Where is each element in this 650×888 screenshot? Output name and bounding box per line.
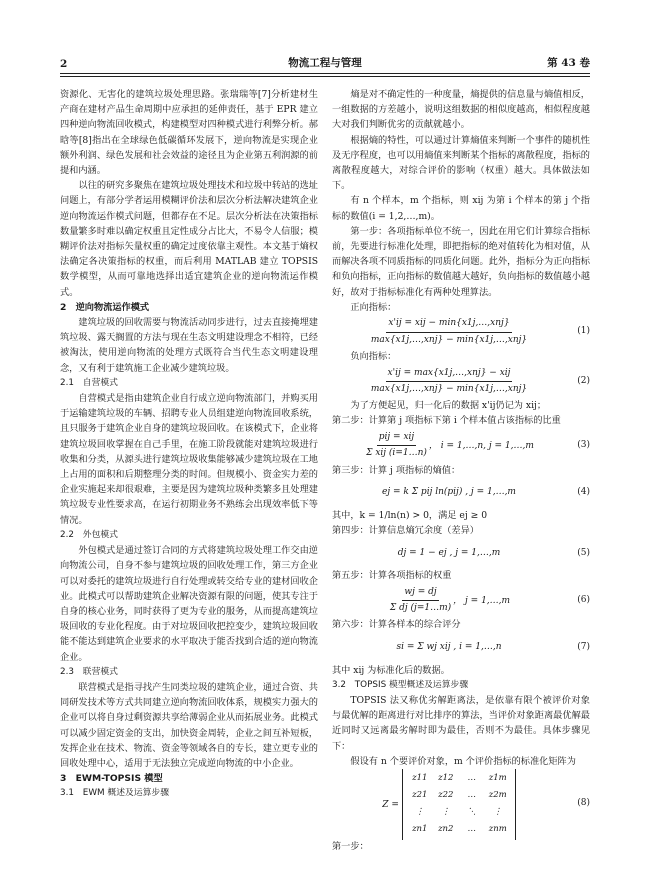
equation-formula: dj = 1 − ej , j = 1,…,m <box>397 547 501 558</box>
matrix-cell: … <box>467 772 477 783</box>
matrix-label: Z = <box>382 799 402 810</box>
paragraph: 正向指标： <box>350 301 397 313</box>
matrix-cell: ⋮ <box>441 807 451 818</box>
matrix-cell: ⋮ <box>493 807 503 818</box>
page-number: 2 <box>60 58 68 70</box>
matrix-cell: zn2 <box>438 824 454 835</box>
paragraph: 以往的研究多聚焦在建筑垃圾处理技术和垃圾中转站的选址问题上，有部分学者运用模糊评价法和层次分析法解决建筑企业逆向物流运作模式问题，但都存在不足。层次分析法在决策指标数量繁多时难以确定权重且定性成分占比大，不易令人信服；模糊评价法对指标矢量权重的确定过度依靠主观性。本文基于熵权法确定各决策指标的权重，而后利用 MATLAB 建立 TOPSIS 数学模型，从而可靠地选择出适宜建筑企业的逆向物流运作模式。 <box>60 180 318 298</box>
fraction <box>364 430 429 461</box>
matrix-cell: zn1 <box>412 824 428 835</box>
matrix-cell: ⋱ <box>467 807 477 818</box>
paragraph: 自营模式是指由建筑企业自行成立逆向物流部门，并购买用于运输建筑垃圾的车辆、招聘专业人员组建逆向物流回收系统，且只服务于建筑企业自身的建筑垃圾回收。在该模式下，企业将建筑垃圾回收掌握在自己手里，在施工阶段就能对建筑垃圾进行收集和分类，从源头进行建筑垃圾收集能够减少建筑垃圾在工地上占用的面积和后期整理分类的时间。但规模小、资金实力差的企业实施起来却很艰难，主要是因为建筑垃圾种类繁多且处理建筑垃圾专业性要求高，在运行初期业务不熟练会出现效率低下等情况。 <box>60 393 318 526</box>
equation-number: (5) <box>577 547 590 558</box>
paragraph: 根据熵的特性，可以通过计算熵值来判断一个事件的随机性及无序程度，也可以用熵值来判断某个指标的离散程度，指标的离散程度越大，对综合评价的影响（权重）越大。具体做法如下。 <box>332 134 590 192</box>
equation-formula <box>332 316 566 347</box>
right-column <box>332 87 590 854</box>
paragraph: 为了方便起见，归一化后的数据 x'ij仍记为 xij； <box>350 400 547 412</box>
paragraph: 建筑垃圾的回收需要与物流活动同步进行，过去直接掩埋建筑垃圾、露天搁置的方法与现在生态文明建设理念不相符，已经被淘汰，使用逆向物流的处理方式既符合当代生态文明建设理念，又有利于建筑施工企业减少建筑垃圾。 <box>60 317 318 374</box>
paragraph: 第四步：计算信息熵冗余度（差异） <box>332 525 479 537</box>
equation <box>332 633 590 663</box>
matrix-cell: znm <box>488 824 507 835</box>
equation-formula: ej = k Σ pij ln(pij) , j = 1,…,m <box>382 487 516 498</box>
matrix-cell: ⋮ <box>415 807 425 818</box>
fraction-numerator: x'ij = max{x1j,…,xnj} − xij <box>386 366 513 382</box>
equation-formula <box>332 430 566 461</box>
matrix-cell: z21 <box>412 789 428 800</box>
paragraph: 其中，k = 1/ln(n) > 0，满足 ej ≥ 0 <box>332 509 488 521</box>
equation-formula <box>332 585 566 616</box>
subsection-heading: 3.2 TOPSIS 模型概述及运算步骤 <box>332 679 469 690</box>
subsection-heading: 2.3 联营模式 <box>60 666 118 677</box>
equation-number: (3) <box>577 440 590 451</box>
matrix-cell: … <box>467 789 477 800</box>
paragraph: 负向指标： <box>350 351 397 363</box>
paragraph: 其中 xij 为标准化后的数据。 <box>332 664 450 676</box>
equation <box>332 538 590 568</box>
paragraph: 第一步：各项指标单位不统一，因此在用它们计算综合指标前，先要进行标准化处理，即把指标的绝对值转化为相对值，从而解决各项不同质指标的同质化问题。此外，指标分为正向指标和负向指标，正向指标的数值越大越好，负向指标的数值越小越好，故对于指标标准化有两种处理算法。 <box>332 225 590 298</box>
volume-label: 第 43 卷 <box>547 57 590 69</box>
paragraph: 第二步：计算第 j 项指标下第 i 个样本值占该指标的比重 <box>332 415 561 427</box>
equation <box>332 364 590 398</box>
equation-formula: si = Σ wj xij , i = 1,…,n <box>396 642 502 653</box>
equation <box>332 478 590 508</box>
fraction-numerator: pij = xij <box>377 430 416 446</box>
paragraph: 第六步：计算各样本的综合评分 <box>332 619 461 631</box>
equation-number: (8) <box>577 798 590 809</box>
header-rule-thin <box>60 76 590 77</box>
matrix-cell: … <box>467 824 477 835</box>
matrix-cell: z1m <box>488 772 507 783</box>
equation-condition: ， i = 1,…,n, j = 1,…,m <box>428 441 534 452</box>
paragraph: 资源化、无害化的建筑垃圾处理思路。张瑞瑞等[7]分析建材生产商在建材产品生命周期中应承担的延伸责任，基于 EPR 建立四种逆向物流回收模式，构建模型对四种模式进行利弊分析。郝晗等[8]指出在全球绿色低碳循环发展下，逆向物流是实现企业额外利润、绿色发展和社会效益的途径且为企业第五利润源的前提和内涵。 <box>60 89 318 177</box>
fraction <box>388 585 453 616</box>
journal-title: 物流工程与管理 <box>288 57 362 69</box>
paragraph: TOPSIS 法又称优劣解距离法，是依靠有限个被评价对象与最优解的距离进行对比排序的算法，当评价对象距离最优解最近同时又远离最劣解时即为最佳，否则不为最佳。具体步骤见下： <box>332 695 590 752</box>
paragraph: 假设有 n 个要评价对象，m 个评价指标的标准化矩阵为 <box>350 755 576 767</box>
fraction-denominator: max{x1j,…,xnj} − min{x1j,…,xnj} <box>370 334 528 345</box>
fraction-numerator: wj = dj <box>402 585 438 601</box>
fraction-denominator: max{x1j,…,xnj} − min{x1j,…,xnj} <box>370 383 528 394</box>
equation <box>332 429 590 463</box>
equation <box>332 315 590 349</box>
equation-number: (4) <box>577 487 590 498</box>
matrix-cell: z2m <box>488 789 507 800</box>
section-heading: 3 EWM-TOPSIS 模型 <box>60 773 163 785</box>
running-header <box>60 50 590 70</box>
equation-number: (6) <box>577 594 590 605</box>
paragraph: 外包模式是通过签订合同的方式将建筑垃圾处理工作交由逆向物流公司，自身不参与建筑垃圾的回收处理工作，第三方企业可以对委托的建筑垃圾进行自行处理或转交给专业的建材回收企业。此模式可以帮助建筑企业解决资源有限的问题，使其专注于自身的核心业务，同时获得了更为专业的服务，从而提高建筑垃圾回收的专业化程度。由于对垃圾回收把控变少，建筑垃圾回收能不能达到建筑企业要求的水平取决于能否找到合适的逆向物流企业。 <box>60 545 318 663</box>
fraction-denominator: Σ xij (i=1…n) <box>366 448 427 459</box>
equation-formula <box>332 366 566 397</box>
paragraph: 第五步：计算各项指标的权重 <box>332 570 452 582</box>
equation-number: (1) <box>577 326 590 337</box>
header-rule-thick <box>60 73 590 74</box>
paragraph: 第三步：计算 j 项指标的熵值： <box>332 464 461 476</box>
equation-condition: ， j = 1,…,m <box>453 595 511 606</box>
matrix-cell: z22 <box>438 789 454 800</box>
fraction-denominator: Σ dj (j=1…m) <box>389 602 452 613</box>
fraction <box>369 316 529 347</box>
fraction-numerator: x'ij = xij − min{x1j,…,xnj} <box>386 316 511 332</box>
matrix <box>402 769 516 840</box>
matrix-cell: z12 <box>438 772 454 783</box>
equation <box>332 769 590 839</box>
equation-formula <box>332 769 566 840</box>
matrix-cell: z11 <box>412 772 428 783</box>
subsection-heading: 2.1 自营模式 <box>60 377 118 388</box>
paragraph: 有 n 个样本，m 个指标，则 xij 为第 i 个样本的第 j 个指标的数值(i = 1,2,…,m)。 <box>332 195 590 222</box>
subsection-heading: 3.1 EWM 概述及运算步骤 <box>60 788 170 799</box>
section-heading: 2 逆向物流运作模式 <box>60 301 150 313</box>
paragraph: 联营模式是指寻找产生同类垃圾的建筑企业，通过合资、共同研发技术等方式共同建立逆向物流回收体系，规模实力强大的企业可以将自身过剩资源共享给薄弱企业从而拓展业务。此模式可以减少固定资金的支出，加快资金周转，企业之间互补短板，发挥企业在技术、物流、资金等领域各自的专长，建立更专业的回收处理中心，适用于无法独立完成逆向物流的中小企业。 <box>60 681 318 769</box>
equation-number: (7) <box>577 642 590 653</box>
equation-number: (2) <box>577 375 590 386</box>
fraction <box>369 366 529 397</box>
left-column <box>60 87 318 802</box>
paragraph: 熵是对不确定性的一种度量，熵提供的信息量与熵值相反，一组数据的方差越小，说明这组数据的相似度越高，相似程度越大对我们判断优劣的贡献就越小。 <box>332 89 590 131</box>
equation <box>332 583 590 617</box>
paragraph: 第一步： <box>332 841 369 853</box>
subsection-heading: 2.2 外包模式 <box>60 529 118 540</box>
